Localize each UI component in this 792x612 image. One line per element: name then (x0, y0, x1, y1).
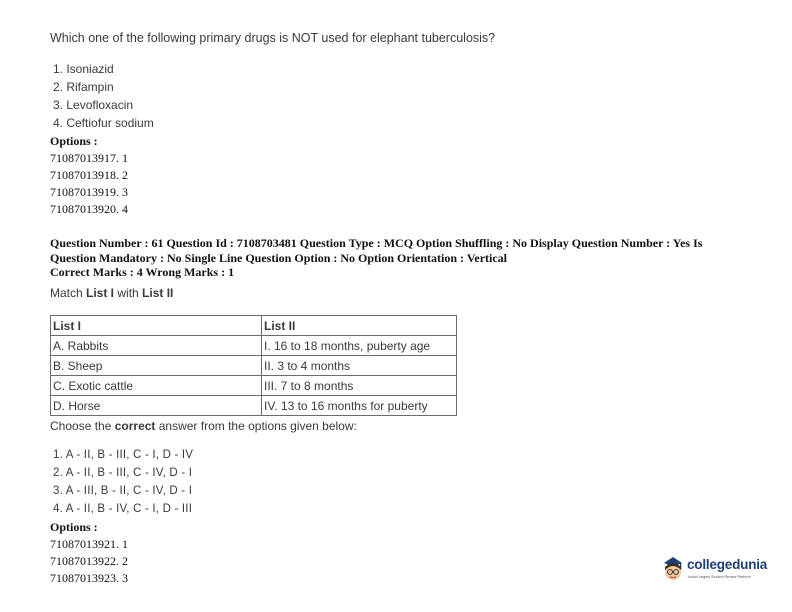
question-text: Which one of the following primary drugs is NOT used for elephant tuberculosis? (50, 31, 496, 45)
choose-prefix: Choose the (50, 419, 115, 433)
collegedunia-logo (656, 549, 766, 589)
choose-instruction (50, 419, 357, 433)
meta-line: Question Number : 61 Question Id : 7108703481 Question Type : MCQ Option Shuffling : No Display Question Number : Yes Is (50, 236, 703, 250)
logo-tagline: India's largest Student Review Platform (688, 575, 751, 579)
option-id: 71087013918. 2 (50, 168, 128, 182)
table-row (51, 356, 457, 376)
table-header: List I (51, 316, 262, 336)
option-item: 4. Ceftiofur sodium (53, 116, 154, 130)
match-list2: List II (142, 286, 174, 300)
table-cell: I. 16 to 18 months, puberty age (262, 336, 457, 356)
table-cell: D. Horse (51, 396, 262, 416)
option-id: 71087013920. 4 (50, 202, 128, 216)
option-item: 3. A - III, B - II, C - IV, D - I (53, 485, 193, 497)
match-prefix: Match (50, 286, 87, 300)
option-item: 3. Levofloxacin (53, 98, 134, 112)
table-cell: C. Exotic cattle (51, 376, 262, 396)
student-face-icon (660, 554, 686, 582)
question-meta (50, 236, 702, 280)
table-row (51, 336, 457, 356)
table-cell: II. 3 to 4 months (262, 356, 457, 376)
table-row (51, 396, 457, 416)
option-item: 1. A - II, B - III, C - I, D - IV (53, 449, 194, 461)
option-item: 2. Rifampin (53, 80, 114, 94)
match-list1: List I (86, 286, 115, 300)
option-item: 1. Isoniazid (53, 62, 114, 76)
options-label: Options : (50, 520, 98, 534)
option-id: 71087013919. 3 (50, 185, 128, 199)
choose-suffix: answer from the options given below: (155, 419, 357, 433)
match-instruction (50, 286, 173, 300)
meta-line: Question Mandatory : No Single Line Question Option : No Option Orientation : Vertical (50, 250, 508, 265)
table-cell: IV. 13 to 16 months for puberty (262, 396, 457, 416)
option-id: 71087013921. 1 (50, 537, 128, 551)
table-header: List II (262, 316, 457, 336)
option-item: 4. A - II, B - IV, C - I, D - III (53, 503, 193, 515)
option-id: 71087013917. 1 (50, 151, 128, 165)
option-id: 71087013923. 3 (50, 571, 128, 585)
options-label: Options : (50, 134, 98, 148)
match-table (50, 315, 457, 416)
option-id: 71087013922. 2 (50, 554, 128, 568)
table-row (51, 376, 457, 396)
match-with: with (114, 286, 143, 300)
table-cell: B. Sheep (51, 356, 262, 376)
meta-line: Correct Marks : 4 Wrong Marks : 1 (50, 265, 235, 279)
table-cell: III. 7 to 8 months (262, 376, 457, 396)
choose-bold: correct (114, 419, 156, 433)
logo-name: collegedunia (687, 557, 768, 572)
table-cell: A. Rabbits (51, 336, 262, 356)
table-header-row (51, 316, 457, 336)
option-item: 2. A - II, B - III, C - IV, D - I (53, 467, 193, 479)
